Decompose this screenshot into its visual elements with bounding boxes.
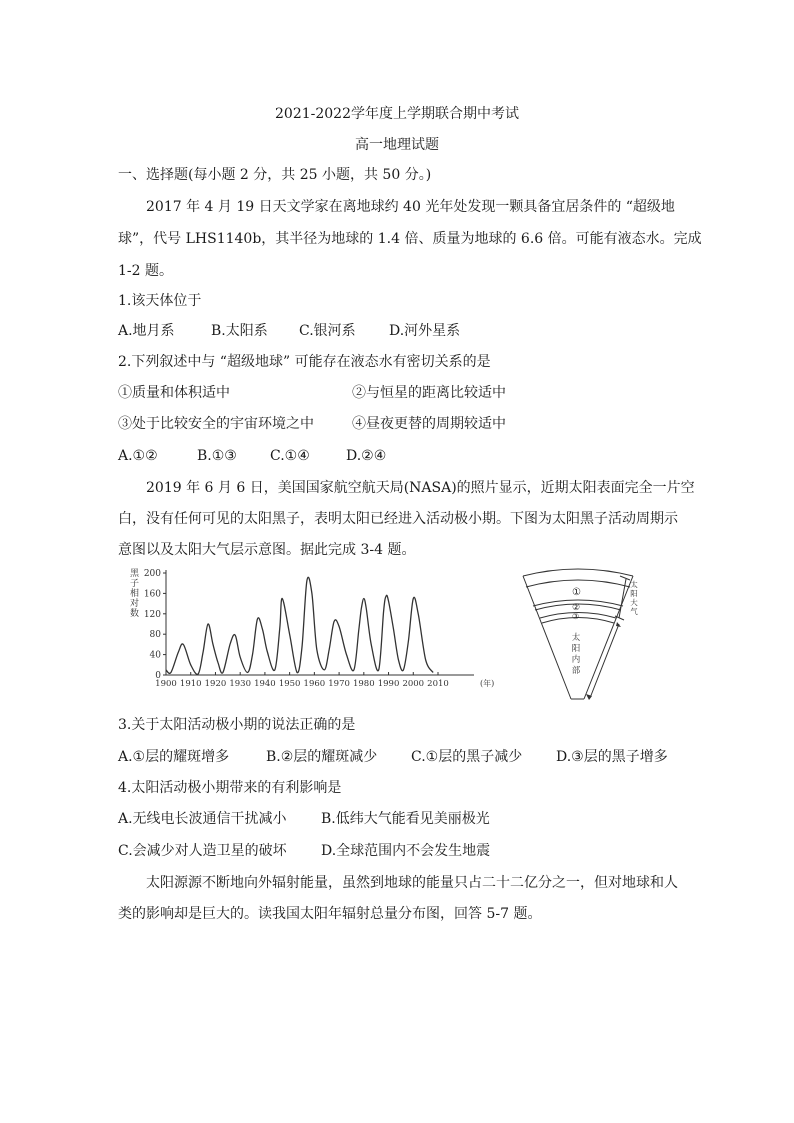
atmos-label-char: 气 xyxy=(630,607,638,616)
subject-title: 高一地理试题 xyxy=(355,137,439,153)
sunspot-cycle-chart xyxy=(118,562,508,692)
atmosphere-bracket xyxy=(615,576,630,620)
y-axis-title xyxy=(130,568,140,619)
y-axis-title-char: 数 xyxy=(130,609,140,619)
x-tick-label: 1940 xyxy=(254,679,276,689)
section-heading: 一、选择题(每小题 2 分，共 25 小题，共 50 分。) xyxy=(118,167,432,183)
question-2-option-d: D.②④ xyxy=(346,448,387,464)
x-tick-label: 2010 xyxy=(427,679,449,689)
sunspot-series-line xyxy=(166,577,433,674)
question-4-option-d: D.全球范围内不会发生地震 xyxy=(321,843,491,859)
question-1-option-b: B.太阳系 xyxy=(211,323,268,339)
x-tick-label: 1910 xyxy=(179,679,202,689)
y-tick-label: 200 xyxy=(143,569,161,579)
passage-1-line-3: 1-2 题。 xyxy=(118,263,173,279)
question-4-stem: 4.太阳活动极小期带来的有利影响是 xyxy=(118,780,342,796)
question-2-option-a: A.①② xyxy=(118,448,158,464)
question-2-item-4: ④昼夜更替的周期较适中 xyxy=(352,416,506,432)
question-3-option-b: B.②层的耀斑减少 xyxy=(266,749,378,765)
y-axis-title-char: 对 xyxy=(130,599,140,609)
sector-left-edge xyxy=(523,576,571,699)
question-4-option-c: C.会减少对人造卫星的破坏 xyxy=(118,843,287,859)
passage-2-line-2: 白，没有任何可见的太阳黑子，表明太阳已经进入活动极小期。下图为太阳黑子活动周期示 xyxy=(118,511,678,527)
question-1-option-a: A.地月系 xyxy=(118,323,175,339)
exam-title: 2021-2022学年度上学期联合期中考试 xyxy=(275,106,519,122)
x-tick-label: 1970 xyxy=(328,679,350,689)
passage-3-line-1: 太阳源源不断地向外辐射能量，虽然到地球的能量只占二十二亿分之一，但对地球和人 xyxy=(146,875,678,891)
question-2-stem: 2.下列叙述中与 “超级地球” 可能存在液态水有密切关系的是 xyxy=(118,354,491,370)
question-1-stem: 1.该天体位于 xyxy=(118,293,202,309)
question-2-option-c: C.①④ xyxy=(270,448,310,464)
sun-structure-diagram xyxy=(520,566,655,708)
layer-2-label: ② xyxy=(572,603,581,613)
y-axis-title-char: 黑 xyxy=(130,569,140,579)
y-tick-label: 160 xyxy=(143,589,161,600)
question-1-option-d: D.河外星系 xyxy=(389,323,461,339)
passage-1-line-1: 2017 年 4 月 19 日天文学家在离地球约 40 光年处发现一颗具备宜居条件的 “超级地 xyxy=(146,199,675,215)
question-3-stem: 3.关于太阳活动极小期的说法正确的是 xyxy=(118,717,356,733)
x-tick-label: 1990 xyxy=(377,679,400,689)
interior-label-char: 部 xyxy=(571,666,581,676)
outer-arc-2 xyxy=(526,580,630,587)
question-2-item-2: ②与恒星的距离比较适中 xyxy=(352,385,506,401)
x-tick-label: 1960 xyxy=(303,679,326,689)
layer-1-label: ① xyxy=(572,587,581,598)
atmos-label-char: 太 xyxy=(630,580,638,589)
x-tick-label: 1980 xyxy=(352,679,375,689)
sun-interior-label xyxy=(572,632,581,676)
question-3-option-a: A.①层的耀斑增多 xyxy=(118,749,230,765)
y-axis-title-char: 相 xyxy=(130,589,140,599)
x-axis-unit: (年) xyxy=(480,679,495,688)
passage-2-line-1: 2019 年 6 月 6 日，美国国家航空航天局(NASA)的照片显示，近期太阳表面完全一片空 xyxy=(146,480,695,496)
sun-atmosphere-label xyxy=(630,579,638,616)
question-3-option-d: D.③层的黑子增多 xyxy=(556,749,668,765)
interior-arrow xyxy=(586,622,621,700)
interior-label-char: 阳 xyxy=(571,644,581,654)
question-4-option-b: B.低纬大气能看见美丽极光 xyxy=(321,811,490,827)
y-tick-label: 40 xyxy=(149,650,161,661)
x-tick-label: 1950 xyxy=(278,679,301,689)
passage-2-line-3: 意图以及太阳大气层示意图。据此完成 3-4 题。 xyxy=(118,542,416,558)
x-tick-label: 1900 xyxy=(155,679,177,689)
question-3-option-c: C.①层的黑子减少 xyxy=(411,749,523,765)
question-2-item-3: ③处于比较安全的宇宙环境之中 xyxy=(118,416,314,432)
interior-label-char: 内 xyxy=(571,655,581,665)
interior-label-char: 太 xyxy=(571,633,581,643)
layer-3-label: ③ xyxy=(572,612,580,621)
passage-3-line-2: 类的影响却是巨大的。读我国太阳年辐射总量分布图，回答 5-7 题。 xyxy=(118,906,542,922)
passage-1-line-2: 球”，代号 LHS1140b，其半径为地球的 1.4 倍、质量为地球的 6.6 倍。可能有液态水。完成 xyxy=(118,231,702,247)
y-tick-label: 120 xyxy=(143,609,161,620)
x-tick-label: 1920 xyxy=(204,679,227,689)
atmos-label-char: 大 xyxy=(630,598,638,607)
y-axis-title-char: 子 xyxy=(130,579,140,589)
atmos-label-char: 阳 xyxy=(630,589,638,598)
question-2-item-1: ①质量和体积适中 xyxy=(118,385,230,401)
sector-right-edge xyxy=(584,576,633,699)
y-tick-label: 80 xyxy=(149,630,161,641)
x-tick-label: 2000 xyxy=(402,679,425,689)
outer-arc-1 xyxy=(523,569,633,576)
question-4-option-a: A.无线电长波通信干扰减小 xyxy=(118,811,287,827)
question-2-option-b: B.①③ xyxy=(197,448,237,464)
x-tick-label: 1930 xyxy=(229,679,252,689)
y-tick-label: 0 xyxy=(155,671,161,681)
question-1-option-c: C.银河系 xyxy=(299,323,356,339)
